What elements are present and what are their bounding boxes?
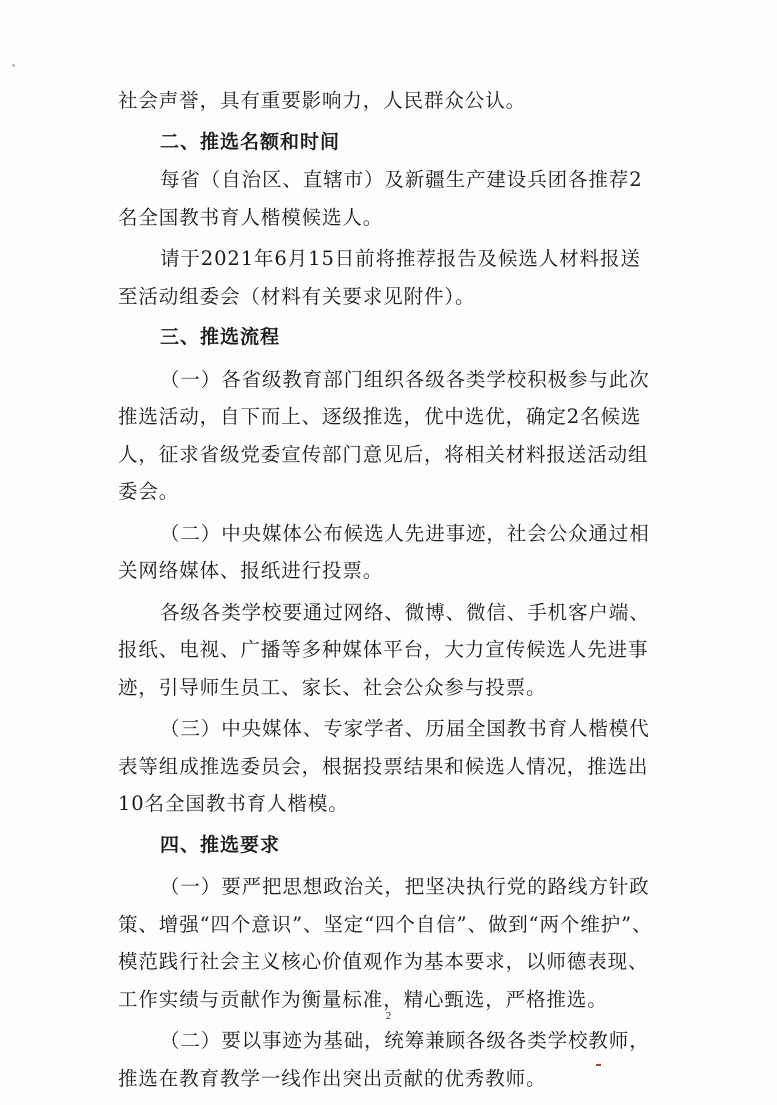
page-number: 2 [385,1010,392,1022]
paragraph-line: （一）各省级教育部门组织各级各类学校积极参与此次 [160,367,650,391]
paragraph-line: 名全国教书育人楷模候选人。 [118,205,384,229]
paragraph-line: 表等组成推选委员会，根据投票结果和候选人情况，推选出 [118,754,649,778]
paragraph-line: 报纸、电视、广播等多种媒体平台，大力宣传候选人先进事 [118,638,649,661]
paragraph-line: 至活动组委会（材料有关要求见附件）。 [118,284,476,308]
paragraph-line: 委会。 [118,480,180,503]
document-body [118,82,666,1097]
paragraph-line: 迹，引导师生员工、家长、社会公众参与投票。 [118,675,547,699]
section-heading-4: 四、推选要求 [160,833,281,856]
paragraph-line: 推选在教育教学一线作出突出贡献的优秀教师。 [118,1066,547,1090]
paragraph-line: （二）中央媒体公布候选人先进事迹，社会公众通过相 [160,521,650,545]
paragraph-line: 人，征求省级党委宣传部门意见后，将相关材料报送活动组 [118,442,649,466]
paragraph-line: 各级各类学校要通过网络、微博、微信、手机客户端、 [160,600,650,624]
section-heading-2: 二、推选名额和时间 [160,130,341,153]
scan-speck [12,64,15,67]
paragraph-line: （三）中央媒体、专家学者、历届全国教书育人楷模代 [160,717,650,740]
paragraph-line: 推选活动，自下而上、逐级推选，优中选优，确定2名候选 [118,405,642,428]
paragraph-line: 工作实绩与贡献作为衡量标准，精心甄选，严格推选。 [118,987,608,1011]
paragraph-line: （二）要以事迹为基础，统筹兼顾各级各类学校教师， [160,1029,650,1052]
paragraph-line: 模范践行社会主义核心价值观作为基本要求，以师德表现、 [118,950,649,973]
paragraph-line: 关网络媒体、报纸进行投票。 [118,559,384,582]
section-heading-3: 三、推选流程 [160,326,281,348]
paragraph-line: （一）要严把思想政治关，把坚决执行党的路线方针政 [160,875,650,898]
paragraph-line: 社会声誉，具有重要影响力，人民群众公认。 [118,89,527,112]
scan-mark [596,1064,601,1066]
paragraph-line: 10名全国教书育人楷模。 [118,792,349,815]
paragraph-line: 请于2021年6月15日前将推荐报告及候选人材料报送 [160,247,641,270]
paragraph-line: 策、增强“四个意识”、坚定“四个自信”、做到“两个维护”、 [118,912,653,936]
paragraph-line: 每省（自治区、直辖市）及新疆生产建设兵团各推荐2 [160,168,643,191]
